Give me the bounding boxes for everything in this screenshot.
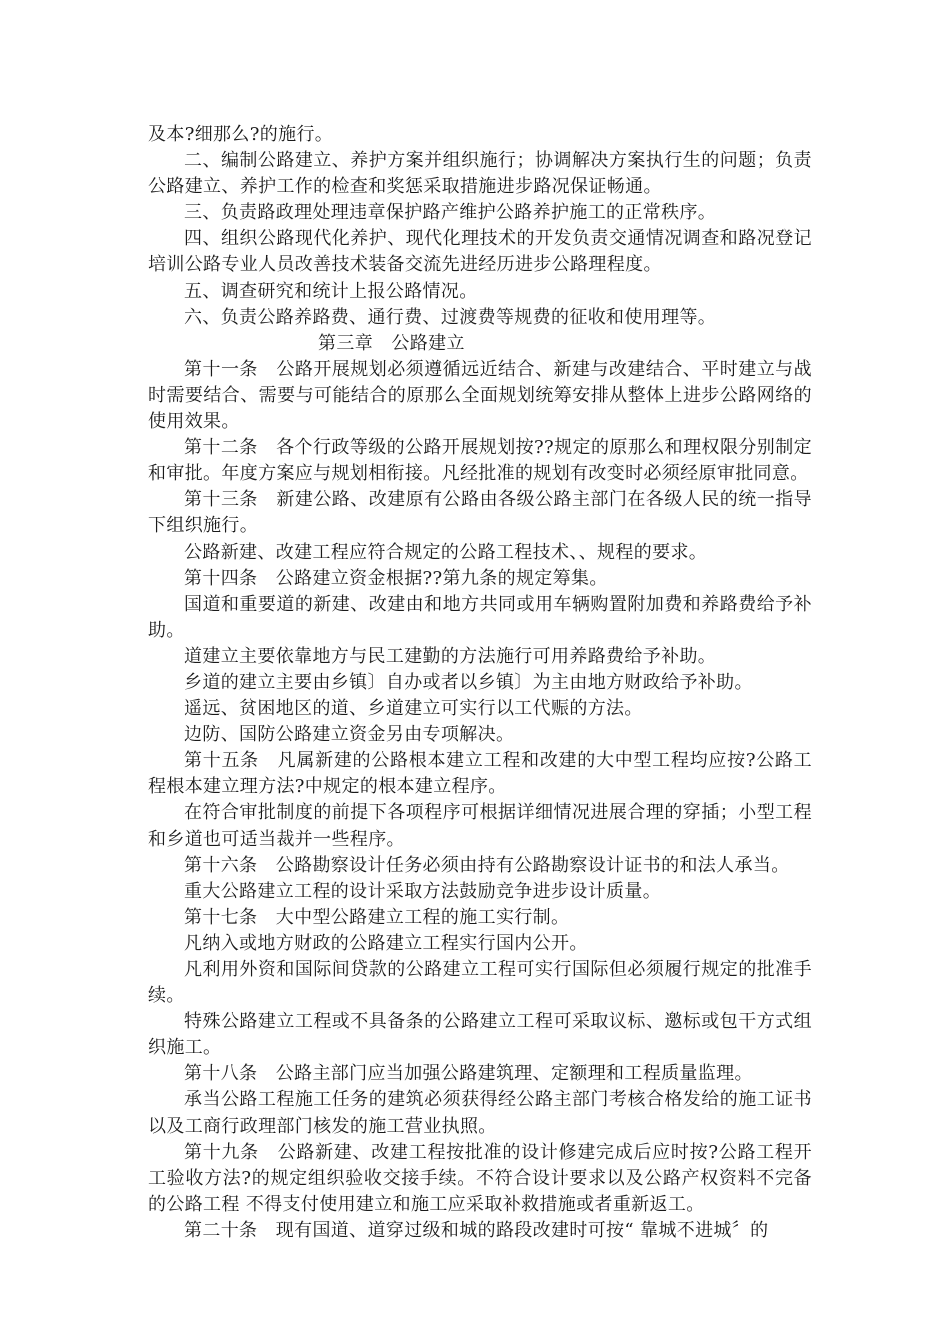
paragraph-item-2: 二、编制公路建立、养护方案并组织施行；协调解决方案执行生的问题；负责公路建立、养护工作的检查和奖惩采取措施进步路况保证畅通。 [148, 150, 812, 198]
article-14-clause-4: 遥远、贫困地区的道、乡道建立可实行以工代赈的方法。 [184, 698, 643, 720]
article-17-clause-3: 特殊公路建立工程或不具备条的公路建立工程可采取议标、邀标或包干方式组织施工。 [148, 1011, 812, 1059]
article-11: 第十一条 公路开展规划必须遵循远近结合、新建与改建结合、平时建立与战时需要结合、需要与可能结合的原那么全面规划统筹安排从整体上进步公路网络的使用效果。 [148, 358, 812, 433]
article-14-clause-5: 边防、国防公路建立资金另由专项解决。 [184, 724, 515, 746]
article-16-clause: 重大公路建立工程的设计采取方法鼓励竞争进步设计质量。 [184, 880, 662, 902]
document-body [148, 122, 812, 1244]
article-15-clause: 在符合审批制度的前提下各项程序可根据详细情况进展合理的穿插；小型工程和乡道也可适当裁并一些程序。 [148, 802, 812, 850]
article-17-clause-1: 凡纳入或地方财政的公路建立工程实行国内公开。 [184, 932, 588, 954]
article-14: 第十四条 公路建立资金根据??第九条的规定筹集。 [184, 567, 608, 589]
article-20: 第二十条 现有国道、道穿过级和城的路段改建时可按“ 靠城不进城〞的 [184, 1219, 769, 1241]
paragraph-item-5: 五、调查研究和统计上报公路情况。 [184, 280, 478, 302]
article-13-clause: 公路新建、改建工程应符合规定的公路工程技术、、规程的要求。 [184, 541, 708, 563]
article-12: 第十二条 各个行政等级的公路开展规划按??规定的原那么和理权限分别制定和审批。年度方案应与规划相衔接。凡经批准的规划有改变时必须经原审批同意。 [148, 437, 812, 485]
paragraph-item-6: 六、负责公路养路费、通行费、过渡费等规费的征收和使用理等。 [184, 306, 717, 328]
chapter-heading: 第三章 公路建立 [318, 332, 465, 354]
article-15: 第十五条 凡属新建的公路根本建立工程和改建的大中型工程均应按?公路工程根本建立理方法?中规定的根本建立程序。 [148, 750, 812, 798]
article-14-clause-3: 乡道的建立主要由乡镇〕自办或者以乡镇〕为主由地方财政给予补助。 [184, 671, 753, 693]
article-13: 第十三条 新建公路、改建原有公路由各级公路主部门在各级人民的统一指导下组织施行。 [148, 489, 812, 537]
article-18: 第十八条 公路主部门应当加强公路建筑理、定额理和工程质量监理。 [184, 1063, 753, 1085]
article-14-clause-2: 道建立主要依靠地方与民工建勤的方法施行可用养路费给予补助。 [184, 645, 717, 667]
article-17-clause-2: 凡利用外资和国际间贷款的公路建立工程可实行国际但必须履行规定的批准手续。 [148, 959, 812, 1007]
paragraph-item-4: 四、组织公路现代化养护、现代化理技术的开发负责交通情况调查和路况登记培训公路专业人员改善技术装备交流先进经历进步公路理程度。 [148, 228, 812, 276]
article-18-clause: 承当公路工程施工任务的建筑必须获得经公路主部门考核合格发给的施工证书 以及工商行政理部门核发的施工营业执照。 [148, 1089, 812, 1137]
article-17: 第十七条 大中型公路建立工程的施工实行制。 [184, 906, 570, 928]
article-16: 第十六条 公路勘察设计任务必须由持有公路勘察设计证书的和法人承当。 [184, 854, 790, 876]
article-19: 第十九条 公路新建、改建工程按批准的设计修建完成后应时按?公路工程开工验收方法?的规定组织验收交接手续。不符合设计要求以及公路产权资料不完备的公路工程 不得支付使用建立和施工应采取补救措施或者重新返工。 [148, 1141, 812, 1215]
paragraph-fragment: 及本?细那么?的施行。 [148, 124, 334, 145]
article-14-clause-1: 国道和重要道的新建、改建由和地方共同或用车辆购置附加费和养路费给予补助。 [148, 593, 812, 641]
paragraph-item-3: 三、负责路政理处理违章保护路产维护公路养护施工的正常秩序。 [184, 202, 717, 224]
